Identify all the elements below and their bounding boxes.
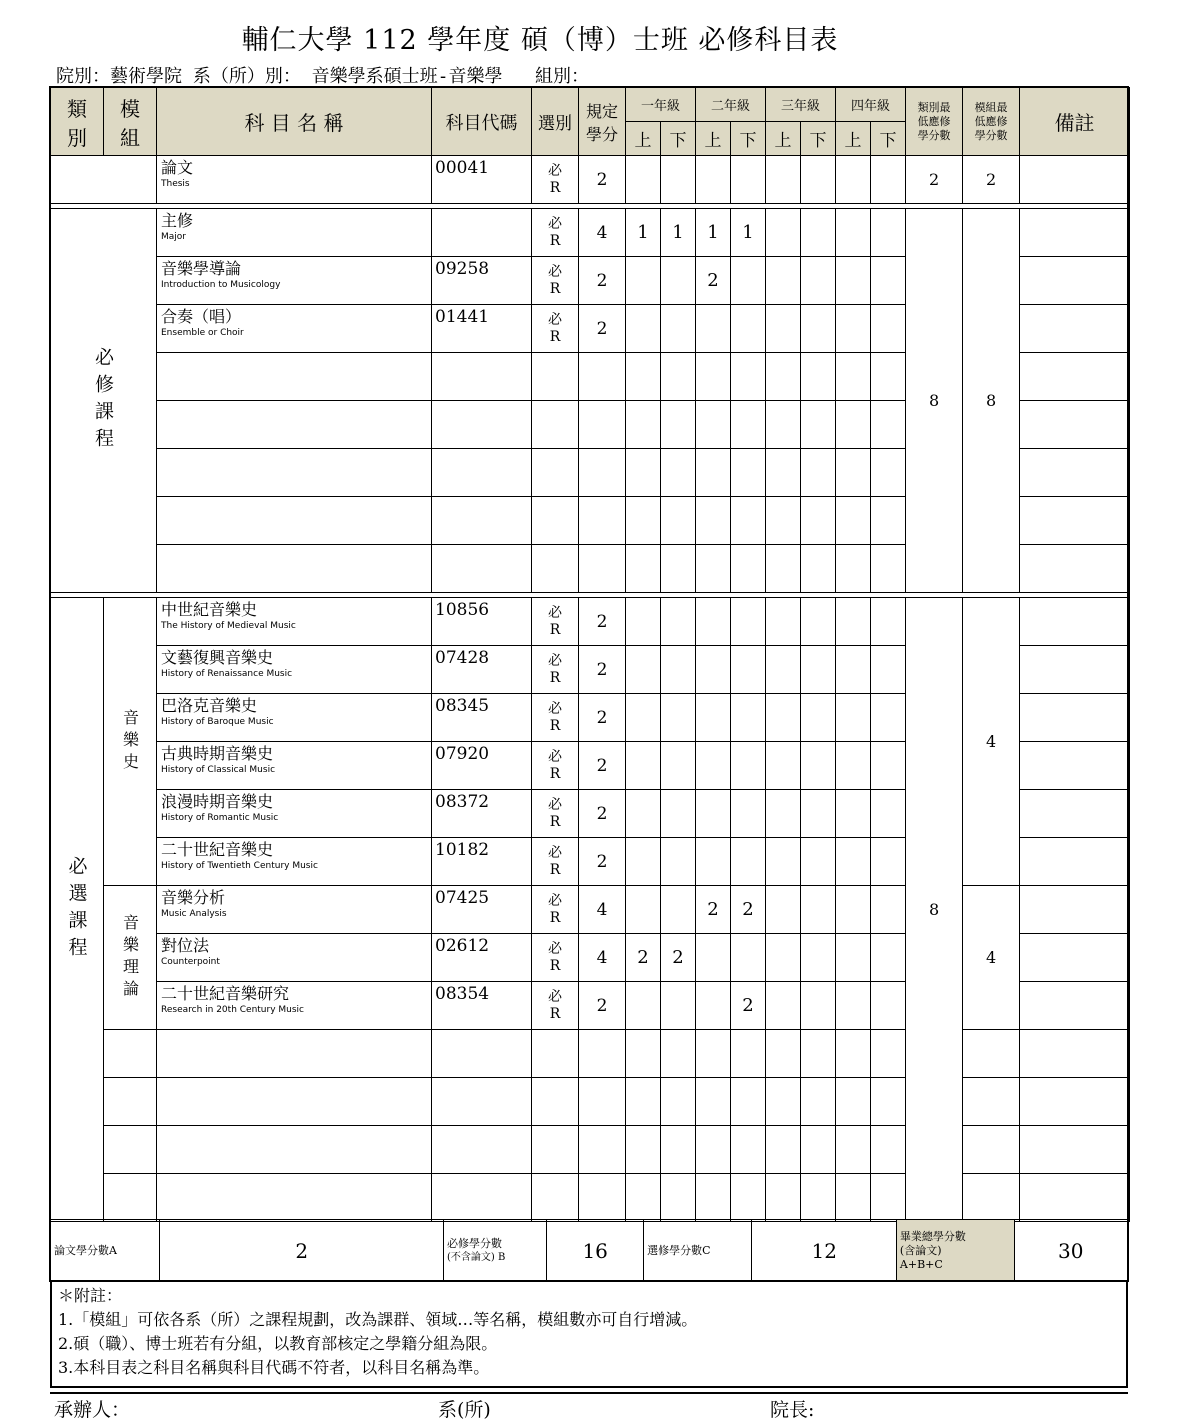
module-min-credits: 4 <box>963 886 1020 1030</box>
course-type-en: R <box>549 328 561 345</box>
course-name-zh: 二十世紀音樂史 <box>161 840 274 859</box>
course-type-zh: 必 <box>548 604 562 621</box>
course-code: 01441 <box>432 305 532 353</box>
course-name-en: Thesis <box>161 179 190 189</box>
course-credits: 2 <box>579 790 626 838</box>
semester-credit-cell: 1 <box>626 209 661 257</box>
course-type-en: R <box>549 280 561 297</box>
semester-credit-cell: 1 <box>696 209 731 257</box>
header-semester-up: 上 <box>696 122 731 156</box>
elective-credits-label: 選修學分數C <box>644 1220 752 1282</box>
table-frame <box>49 86 1129 1282</box>
thesis-min-module: 2 <box>963 156 1020 204</box>
header-min-module: 模組最 低應修 學分數 <box>963 88 1020 156</box>
course-type-en: R <box>549 765 561 782</box>
required-category-label: 必修課程 <box>92 346 114 455</box>
course-credits: 2 <box>579 694 626 742</box>
page-subtitle: 院別：藝術學院 系（所）別： 音樂學系碩士班-音樂學 組別： <box>56 66 590 87</box>
course-code: 10182 <box>432 838 532 886</box>
course-type-en: R <box>549 669 561 686</box>
course-name-zh: 論文 <box>161 158 194 177</box>
thesis-credits-label: 論文學分數A <box>51 1220 160 1282</box>
course-type-en: R <box>549 1005 561 1022</box>
course-code: 10856 <box>432 598 532 646</box>
semester-credit-cell: 2 <box>731 982 766 1030</box>
course-name-zh: 二十世紀音樂研究 <box>161 984 290 1003</box>
course-credits: 2 <box>579 156 626 204</box>
graduation-credits-value: 30 <box>1014 1220 1128 1282</box>
course-name-zh: 主修 <box>161 211 194 230</box>
header-module: 模 組 <box>104 88 157 156</box>
course-code: 08354 <box>432 982 532 1030</box>
course-type-zh: 必 <box>548 892 562 909</box>
header-semester-down: 下 <box>731 122 766 156</box>
notes-heading: ＊附註： <box>58 1286 123 1305</box>
course-name-en: History of Renaissance Music <box>161 669 293 679</box>
course-type-en: R <box>549 813 561 830</box>
course-code: 07425 <box>432 886 532 934</box>
required-min-category: 8 <box>906 209 963 593</box>
course-type-en: R <box>549 909 561 926</box>
header-remarks: 備註 <box>1020 88 1130 156</box>
header-year-3: 三年級 <box>766 88 836 122</box>
course-credits: 2 <box>579 305 626 353</box>
course-type-zh: 必 <box>548 263 562 280</box>
course-name-zh: 音樂分析 <box>161 888 226 907</box>
course-type-en: R <box>549 179 561 196</box>
course-name-zh: 文藝復興音樂史 <box>161 648 274 667</box>
elective-category-label: 必選課程 <box>65 855 88 964</box>
course-name-en: Counterpoint <box>161 957 220 967</box>
semester-credit-cell: 2 <box>626 934 661 982</box>
course-credits: 2 <box>579 598 626 646</box>
required-credits-value: 16 <box>547 1220 644 1282</box>
elective-min-category: 8 <box>906 598 963 1222</box>
header-semester-up: 上 <box>626 122 661 156</box>
course-name-zh: 對位法 <box>161 936 210 955</box>
page-title: 輔仁大學 112 學年度 碩（博）士班 必修科目表 <box>241 25 839 56</box>
course-type-zh: 必 <box>548 700 562 717</box>
course-name-en: History of Twentieth Century Music <box>161 861 318 871</box>
header-course-name: 科 目 名 稱 <box>157 88 432 156</box>
course-name-en: Research in 20th Century Music <box>161 1005 305 1015</box>
header-semester-down: 下 <box>871 122 906 156</box>
course-code: 08345 <box>432 694 532 742</box>
header-year-4: 四年級 <box>836 88 906 122</box>
header-semester-up: 上 <box>836 122 871 156</box>
course-name-en: History of Romantic Music <box>161 813 279 823</box>
signature-handler: 承辦人： <box>54 1399 131 1421</box>
course-name-en: History of Classical Music <box>161 765 276 775</box>
course-name-en: History of Baroque Music <box>161 717 274 727</box>
header-semester-down: 下 <box>801 122 836 156</box>
course-credits: 2 <box>579 838 626 886</box>
header-credits: 規定 學分 <box>579 88 626 156</box>
course-type-en: R <box>549 957 561 974</box>
header-year-1: 一年級 <box>626 88 696 122</box>
semester-credit-cell: 1 <box>661 209 696 257</box>
semester-credit-cell: 2 <box>661 934 696 982</box>
course-name-zh: 合奏（唱） <box>161 307 242 326</box>
header-semester-down: 下 <box>661 122 696 156</box>
course-type-zh: 必 <box>548 988 562 1005</box>
course-name-zh: 中世紀音樂史 <box>161 600 258 619</box>
course-type-zh: 必 <box>548 844 562 861</box>
header-year-2: 二年級 <box>696 88 766 122</box>
course-type-en: R <box>549 232 561 249</box>
signature-dean: 院長: <box>770 1399 815 1421</box>
course-credits: 2 <box>579 742 626 790</box>
course-type-zh: 必 <box>548 940 562 957</box>
course-name-en: Introduction to Musicology <box>161 280 281 290</box>
notes <box>50 1282 1128 1388</box>
header-course-code: 科目代碼 <box>432 88 532 156</box>
course-credits: 4 <box>579 886 626 934</box>
course-credits: 4 <box>579 209 626 257</box>
course-credits: 2 <box>579 646 626 694</box>
course-type-zh: 必 <box>548 215 562 232</box>
module-label: 音樂理論 <box>120 913 140 1002</box>
course-credits: 2 <box>579 982 626 1030</box>
course-name-zh: 音樂學導論 <box>161 259 242 278</box>
course-code: 09258 <box>432 257 532 305</box>
header-semester-up: 上 <box>766 122 801 156</box>
thesis-min-category: 2 <box>906 156 963 204</box>
course-code: 02612 <box>432 934 532 982</box>
course-name-zh: 古典時期音樂史 <box>161 744 274 763</box>
semester-credit-cell: 2 <box>696 886 731 934</box>
elective-credits-value: 12 <box>752 1220 896 1282</box>
course-credits: 4 <box>579 934 626 982</box>
course-type-en: R <box>549 621 561 638</box>
course-type-en: R <box>549 861 561 878</box>
signature-line <box>50 1392 1128 1420</box>
course-name-en: Ensemble or Choir <box>161 328 244 338</box>
course-type-zh: 必 <box>548 796 562 813</box>
course-type-zh: 必 <box>548 748 562 765</box>
semester-credit-cell: 2 <box>731 886 766 934</box>
note-item: 1.「模組」可依各系（所）之課程規劃，改為課群、領域…等名稱，模組數亦可自行增減。 <box>58 1310 698 1329</box>
course-name-en: The History of Medieval Music <box>161 621 296 631</box>
course-name-en: Major <box>161 232 186 242</box>
course-type-en: R <box>549 717 561 734</box>
header-category: 類 別 <box>51 88 104 156</box>
signature-department: 系(所) <box>438 1399 491 1421</box>
course-name-zh: 浪漫時期音樂史 <box>161 792 274 811</box>
note-item: 3.本科目表之科目名稱與科目代碼不符者，以科目名稱為準。 <box>58 1358 490 1377</box>
course-code: 07920 <box>432 742 532 790</box>
required-min-module: 8 <box>963 209 1020 593</box>
required-credits-label: 必修學分數 (不含論文) B <box>444 1220 547 1282</box>
semester-credit-cell: 1 <box>731 209 766 257</box>
note-item: 2.碩（職）、博士班若有分組，以教育部核定之學籍分組為限。 <box>58 1334 498 1353</box>
graduation-credits-label: 畢業總學分數 (含論文) A+B+C <box>896 1220 1014 1282</box>
thesis-credits-value: 2 <box>160 1220 444 1282</box>
course-type-zh: 必 <box>548 652 562 669</box>
course-name-en: Music Analysis <box>161 909 227 919</box>
module-label: 音樂史 <box>120 708 140 775</box>
course-name-zh: 巴洛克音樂史 <box>161 696 258 715</box>
course-type-zh: 必 <box>548 311 562 328</box>
course-type-zh: 必 <box>548 162 562 179</box>
course-code: 07428 <box>432 646 532 694</box>
course-code: 00041 <box>432 156 532 204</box>
course-credits: 2 <box>579 257 626 305</box>
course-code: 08372 <box>432 790 532 838</box>
module-min-credits: 4 <box>963 598 1020 886</box>
header-elective-type: 選別 <box>532 88 579 156</box>
semester-credit-cell: 2 <box>696 257 731 305</box>
header-min-category: 類別最 低應修 學分數 <box>906 88 963 156</box>
